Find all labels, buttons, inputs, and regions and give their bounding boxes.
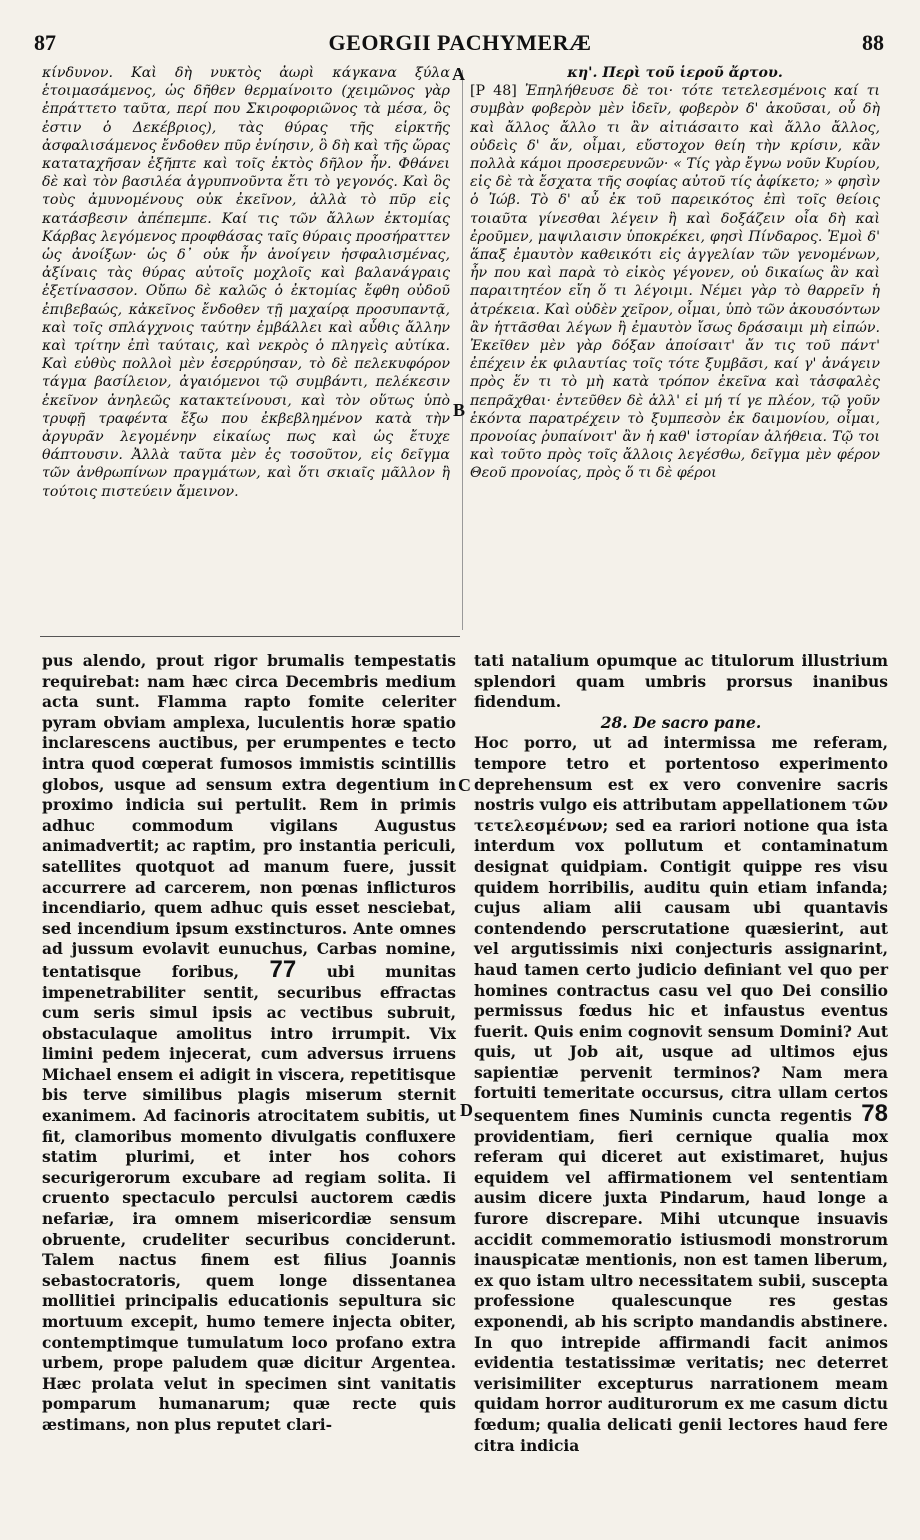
margin-letter-a: A <box>452 64 465 84</box>
latin-right-part3: providentiam, fieri cernique qualia mox referam qui diceret aut existimaret, hujus equidem vel affirmationem vel sententiam ausim dicere juxta Pindarum, haud longe a furore discrepare. Mihi utcunque insuavis accidit commemoratio istiusmodi monstrorum inauspicatæ mentionis, non est tamen liberum, ex quo istam ultro necessitatem subii, suscepta professione qualescunque res gestas exponendi, ab his scripto mandandis abstinere. In quo intrepide affirmandi facit animos evidentia testatissimæ veritatis; nec deterret verisimiliter excepturus narrationem meam quidam horror auditurorum ex me casum dictu fœdum; qualia delicati genii lectores haud fere citra indicia <box>474 1126 888 1455</box>
latin-right-part2: Hoc porro, ut ad intermissa me referam, tempore tetro et portentoso experimento deprehensum est ex vero convenire sacris nostris vulgo eis attributam appellationem τῶν τετελεσμένων; sed ea rariori notione qua ista interdum vox pollutum et contaminatum designat quidpiam. Contigit quippe res visu quidem horribilis, auditu quin etiam infanda; cujus aliam alii causam ubi quantavis contendendo perscrutatione quæsierint, aut vel argutissimis nixi conjecturis assignarint, haud tamen certo judicio definiant vel quo per homines contractus casu vel quo Dei consilio permissus fœdus hic et infaustus eventus fuerit. Quis enim cognovit sensum Domini? Aut quis, ut Job ait, usque ad ultimos ejus sapientiæ pervenit terminos? Nam mera fortuiti temeritate occursus, citra ullam certos sequentem fines Numinis cuncta regentis <box>474 733 888 1126</box>
greek-text-left: κίνδυνον. Καὶ δὴ νυκτὸς ἀωρὶ κάγκανα ξύλα ἑτοιμασάμενος, ὡς δῆθεν θερμαίνοιτο (χειμῶνος γὰρ ἐπράττετο ταῦτα, περί που Σκιροφοριῶνος τὰ μέσα, ὃς ἐστιν ὁ Δεκέβριος), τὰς θύρας τῆς εἱρκτῆς ἀσφαλισάμενος ἔνδοθεν πῦρ ἐνίησιν, ὃ δὴ καὶ τῆς ὥρας καταταχῆσαν ἐξῆπτε καὶ τοῖς ἐκτὸς δῆλον ἦν. Φθάνει δὲ καὶ τὸν βασιλέα ἀγρυπνοῦντα ἔτι τὸ γεγονός. Καὶ ὃς τοὺς ἀμυνομένους οὐκ ἐκεῖνον, ἀλλὰ τὸ πῦρ εἰς κατάσβεσιν ἀπέπεμπε. Καί τις τῶν ἄλλων ἐκτομίας Κάρβας λεγόμενος προφθάσας ταῖς θύραις προσήραττεν ὡς ἀνοίξων· ὡς δ᾽ οὐκ ἦν ἀνοίγειν ἠσφαλισμένας, ἀξίναις τὰς θύρας αὐτοῖς μοχλοῖς καὶ βαλανάγραις ἐξετίνασσον. Οὔπω δὲ καλῶς ὁ ἐκτομίας ἔφθη οὐδοῦ ἐπιβεβαώς, κἀκεῖνος ἔνδοθεν τῇ μαχαίρᾳ προσυπαντᾷ, καὶ τοῖς σπλάγχνοις ταύτην ἐμβάλλει καὶ αὖθις ἄλλην καὶ τρίτην ἐπὶ ταύταις, καὶ νεκρὸς ὁ πληγεὶς αὐτίκα. Καὶ εὐθὺς πολλοὶ μὲν ἐσερρύησαν, τὸ δὲ πελεκυφόρον τάγμα βασίλειον, ἀγαιόμενοι τῷ συμβάντι, πελέκεσιν ἐκεῖνον ἀνηλεῶς κατακτείνουσι, καὶ τὸν οὕτως ὑπὸ τρυφῇ τραφέντα ἔξω που ἐκβεβλημένον κατὰ τὴν ἀργυρᾶν λεγομένην εἰκαίως πως καὶ ὡς ἔτυχε θάπτουσιν. Ἀλλὰ ταῦτα μὲν ἐς τοσοῦτον, εἰς δεῖγμα τῶν ἀνθρωπίνων πραγμάτων, καὶ ὅτι σκιαῖς μᾶλλον ἢ τούτοις πιστεύειν ἄμεινον. <box>42 65 450 500</box>
latin-right-part1: tati natalium opumque ac titulorum illustrium splendori quam umbris prorsus inanibus fidendum. <box>474 651 888 712</box>
margin-letter-d: D <box>460 1100 473 1120</box>
latin-text-right <box>474 651 888 1456</box>
page-number-right: 88 <box>862 30 884 55</box>
latin-left-part1: pus alendo, prout rigor brumalis tempestatis requirebat: nam hæc circa Decembris medium acta sunt. Flamma rapto fomite celeriter pyram obviam amplexa, luculentis horæ spatio inclarescens auctibus, per erumpentes e tecto intra quod cœperat fumosos immistis scintillis globos, usque ad sensum extra degentium in proximo indicia sui pertulit. Rem in primis adhuc commodum vigilans Augustus animadvertit; ac raptim, pro instantia periculi, satellites quotquot ad manum fuere, jussit accurrere ad carcerem, non pœnas inflicturos incendiario, quem adhuc quis esset nesciebat, sed incendium ipsum exstincturos. Ante omnes ad jussum evolavit eunuchus, Carbas nomine, tentatisque foribus, <box>42 651 456 981</box>
margin-letter-c: C <box>458 775 471 795</box>
margin-letter-b: B <box>453 400 466 420</box>
greek-body: Ἐπηλήθευσε δὲ τοι· τότε τετελεσμένοις καί τι συμβὰν φοβερὸν μὲν ἰδεῖν, φοβερὸν δ' ἀκοῦσαι, οὗ δὴ καὶ ἄλλος ἄλλο τι ἂν αἰτιάσαιτο καὶ ἄλλο ἄλλος, οὐδεὶς δ' ἄν, οἶμαι, εὔστοχον θείη τὴν κρίσιν, κἂν πολλὰ κάμοι προσερευνῶν· « Τίς γὰρ ἔγνω νοῦν Κυρίου, εἰς δὲ τὰ ἔσχατα τῆς σοφίας αὐτοῦ τίς ἀφίκετο; » φησὶν ὁ Ἰώβ. Τὸ δ' αὖ ἐκ τοῦ παρεικότος ἐπὶ τοῖς θείοις τοιαῦτα γίνεσθαι λέγειν ἢ καὶ δοξάζειν οἷα δὴ καὶ ἐροῦμεν, μαψιλαισιν ὑποκρέκει, φησὶ Πίνδαρος. Ἐμοὶ δ' ἅπαξ ἐμαυτὸν καθεικότι εἰς ἀγγελίαν τῶν γενομένων, ἦν που καὶ παρὰ τὸ εἰκὸς γέγονεν, οὐ δικαίως ἂν καὶ παραιτητέον εἴη ὅ τι λέγοιμι. Νέμει γὰρ τὸ θαρρεῖν ἡ ἀτρέκεια. Καὶ οὐδὲν χεῖρον, οἶμαι, ὑπὸ τῶν ἀκουσόντων ἂν ἡττᾶσθαι λέγων ἢ ἐμαυτὸν ἴσως δράσαιμι μὴ εἰπών. Ἐκεῖθεν μὲν γὰρ δόξαν ἀποίσαιτ' ἄν τις τοῦ πάντ' ἐπέχειν ἐκ φιλαυτίας τοῖς τότε ξυμβᾶσι, καί γ' ἀνάγειν πρὸς ἕν τι τὸ μὴ κατὰ τρόπον ἐκεῖνα καὶ τἀσφαλὲς πεπρᾶχθαι· ἐντεῦθεν δὲ ἀλλ' εἰ μή τί γε πλέον, τῷ γοῦν ἑκόντα παρατρέχειν τὸ ξυμπεσὸν ἐκ δαιμονίου, οἶμαι, προνοίας ῥυπαίνοιτ' ἂν ἡ καθ' ἱστορίαν ἀλήθεια. Τῷ τοι καὶ τοῦτο πρὸς τοῖς ἄλλοις λεγέσθω, δεῖγμα μὲν φέρον Θεοῦ προνοίας, πρὸς ὅ τι δὲ φέροι <box>470 83 880 482</box>
latin-chapter-title: 28. De sacro pane. <box>600 712 762 732</box>
running-title: GEORGII PACHYMERÆ <box>328 30 592 55</box>
folio-number-77: 77 <box>269 955 297 983</box>
section-rule <box>40 636 460 637</box>
page-reference: [P 48] <box>470 83 517 100</box>
folio-number-78: 78 <box>861 1100 888 1128</box>
column-separator <box>462 70 463 630</box>
latin-left-part2: ubi munitas impenetrabiliter sentit, securibus effractas cum seris simul ipsis ac vectibus subruit, obstaculaque amolitus intro irrumpit. Vix limini pedem injecerat, cum adversus irruens Michael ensem ei adigit in viscera, repetitisque bis terve similibus plagis miserum sternit exanimem. Ad facinoris atrocitatem subitis, ut fit, clamoribus momento divulgatis confluxere statim plurimi, et inter hos cohors securigerorum excubare ad regiam solita. Ii cruento spectaculo perculsi auctorem cædis nefariæ, ira omnem misericordiæ sensum obruente, crudeliter securibus conciderunt. Talem nactus finem est filius Joannis sebastocratoris, quem longe dissentanea mollitiei principalis educationis sepultura sic mortuum excepit, humo temere injecta obiter, contemptimque tumulatum loco profano extra urbem, prope paludem quæ dicitur Argentea. Hæc prolata velut in specimen sint vanitatis pomparum humanarum; quæ recte quis æstimans, non plus reputet clari- <box>42 961 456 1434</box>
latin-text-left <box>42 651 456 1436</box>
greek-chapter-title: κη'. Περὶ τοῦ ἱεροῦ ἄρτου. <box>567 65 783 81</box>
page-number-left: 87 <box>34 30 56 55</box>
greek-text-right <box>470 64 880 483</box>
